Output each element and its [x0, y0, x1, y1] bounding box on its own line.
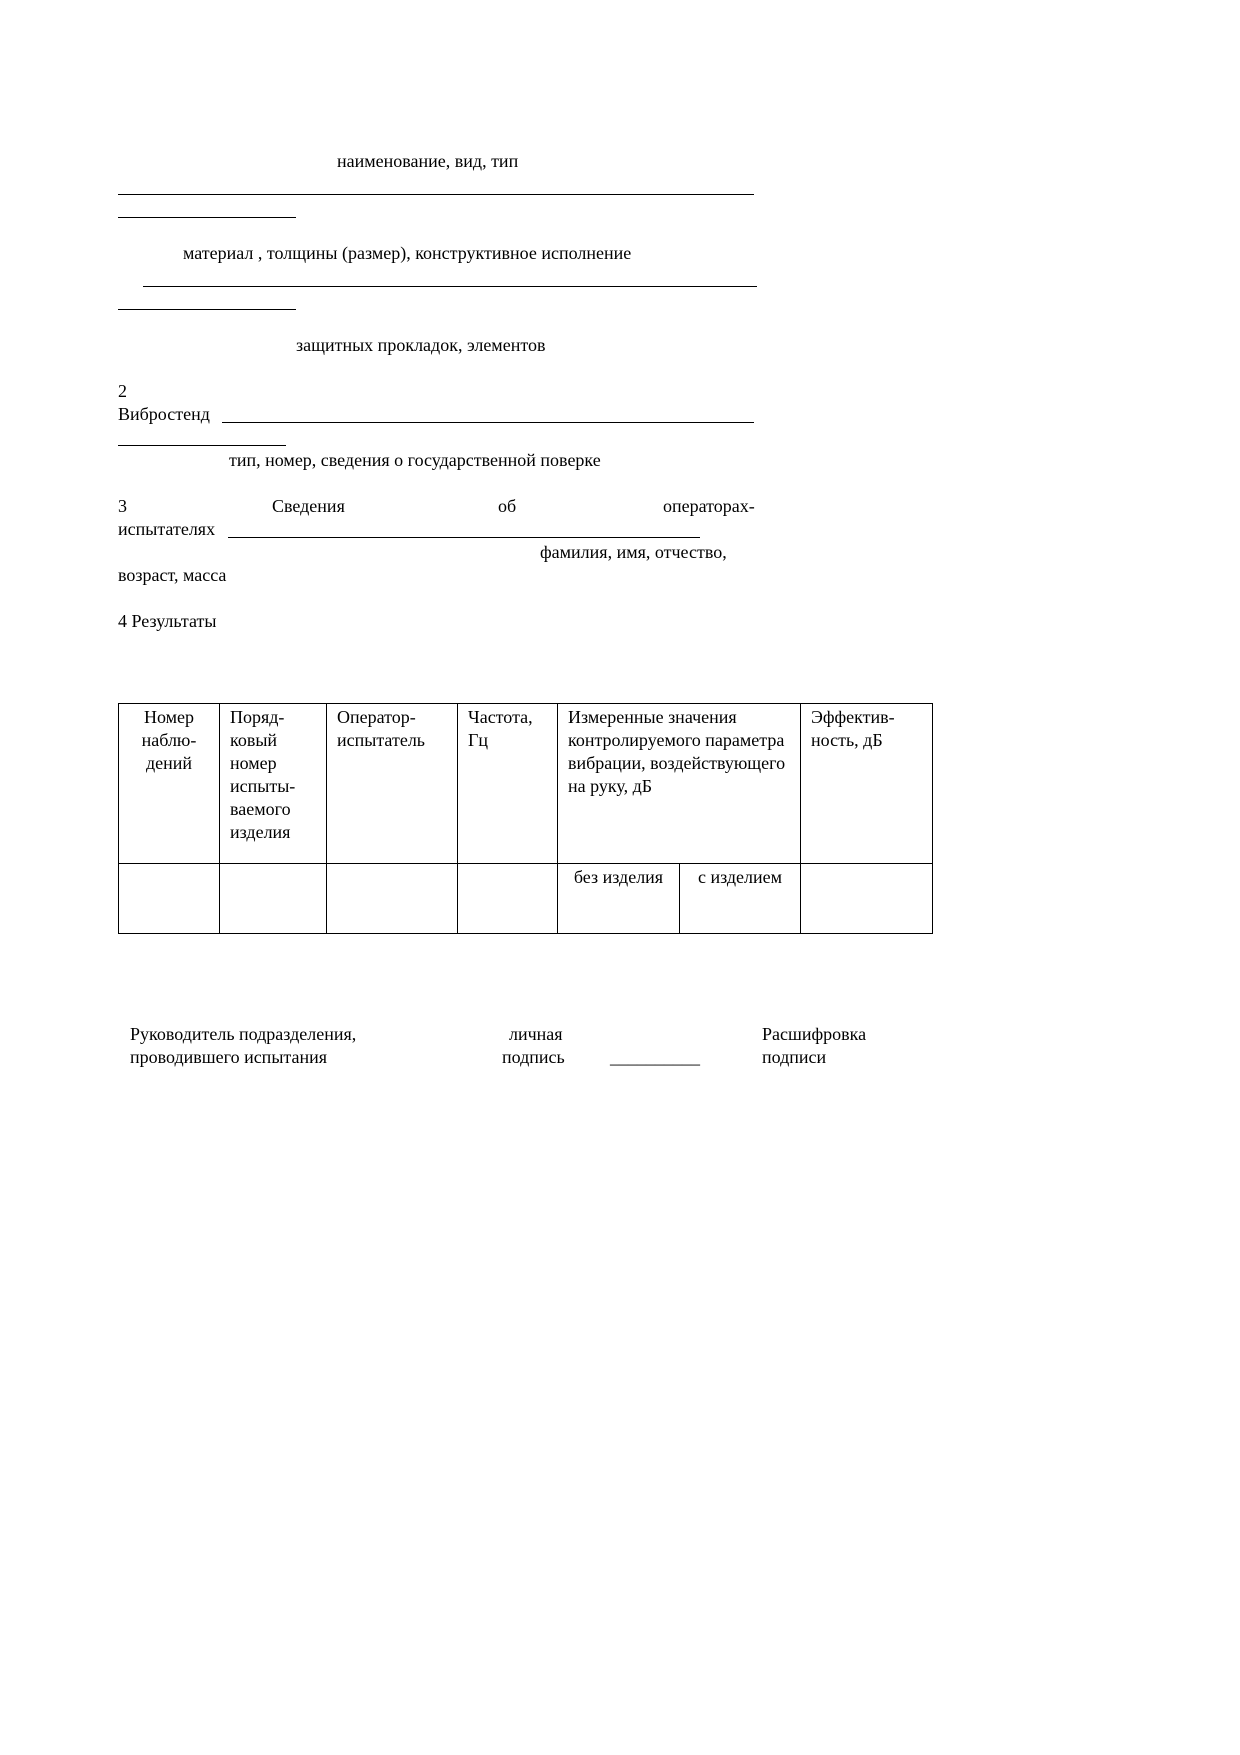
caption-pads: защитных прокладок, элементов: [296, 335, 546, 355]
subheader-with-item: с изделием: [680, 864, 801, 934]
signature-blank[interactable]: __________: [610, 1047, 700, 1067]
section3-line2: испытателях: [118, 519, 216, 539]
signature-decode-line2: подписи: [762, 1047, 827, 1067]
subheader-without-item: без изделия: [558, 864, 680, 934]
signature-sign-line2: подпись: [502, 1047, 565, 1067]
cell-frequency[interactable]: [458, 864, 558, 934]
cell-item-number[interactable]: [220, 864, 327, 934]
blank-line-name[interactable]: [118, 194, 754, 195]
section2-label: Вибростенд: [118, 404, 210, 424]
section3-word2: об: [498, 496, 517, 516]
section2-number: 2: [118, 381, 127, 401]
blank-line-vibrostand-cont[interactable]: [118, 445, 286, 446]
signature-sign-line1: личная: [509, 1024, 563, 1044]
section3-word3: операторах-: [663, 496, 755, 516]
caption-material: материал , толщины (размер), конструктивное исполнение: [183, 243, 632, 263]
section4-title: 4 Результаты: [118, 611, 217, 631]
blank-line-name-cont[interactable]: [118, 217, 296, 218]
section3-caption2: возраст, масса: [118, 565, 227, 585]
cell-efficiency[interactable]: [801, 864, 933, 934]
table-header-row: [119, 704, 933, 864]
section3-caption: фамилия, имя, отчество,: [540, 542, 727, 562]
signature-decode-line1: Расшифровка: [762, 1024, 867, 1044]
blank-line-operators[interactable]: [228, 537, 700, 538]
section3-number: 3: [118, 496, 127, 516]
blank-line-material-cont[interactable]: [118, 309, 296, 310]
cell-operator[interactable]: [327, 864, 458, 934]
header-operator: Оператор-испытатель: [327, 704, 458, 864]
header-observation-number: Номер наблю-дений: [119, 704, 220, 864]
header-item-number: Поряд-ковый номер испыты-ваемого изделия: [220, 704, 327, 864]
header-efficiency: Эффектив-ность, дБ: [801, 704, 933, 864]
section3-word1: Сведения: [272, 496, 345, 516]
results-table: [118, 703, 933, 934]
section2-caption: тип, номер, сведения о государственной поверке: [229, 450, 601, 470]
blank-line-vibrostand[interactable]: [222, 422, 754, 423]
table-row: [119, 864, 933, 934]
blank-line-material[interactable]: [143, 286, 757, 287]
header-frequency: Частота, Гц: [458, 704, 558, 864]
signature-role-line1: Руководитель подразделения,: [130, 1024, 357, 1044]
caption-name-type: наименование, вид, тип: [337, 151, 519, 171]
header-measured-values: Измеренные значения контролируемого параметра вибрации, воздействующего на руку, дБ: [558, 704, 801, 864]
signature-role-line2: проводившего испытания: [130, 1047, 328, 1067]
cell-observation-number[interactable]: [119, 864, 220, 934]
